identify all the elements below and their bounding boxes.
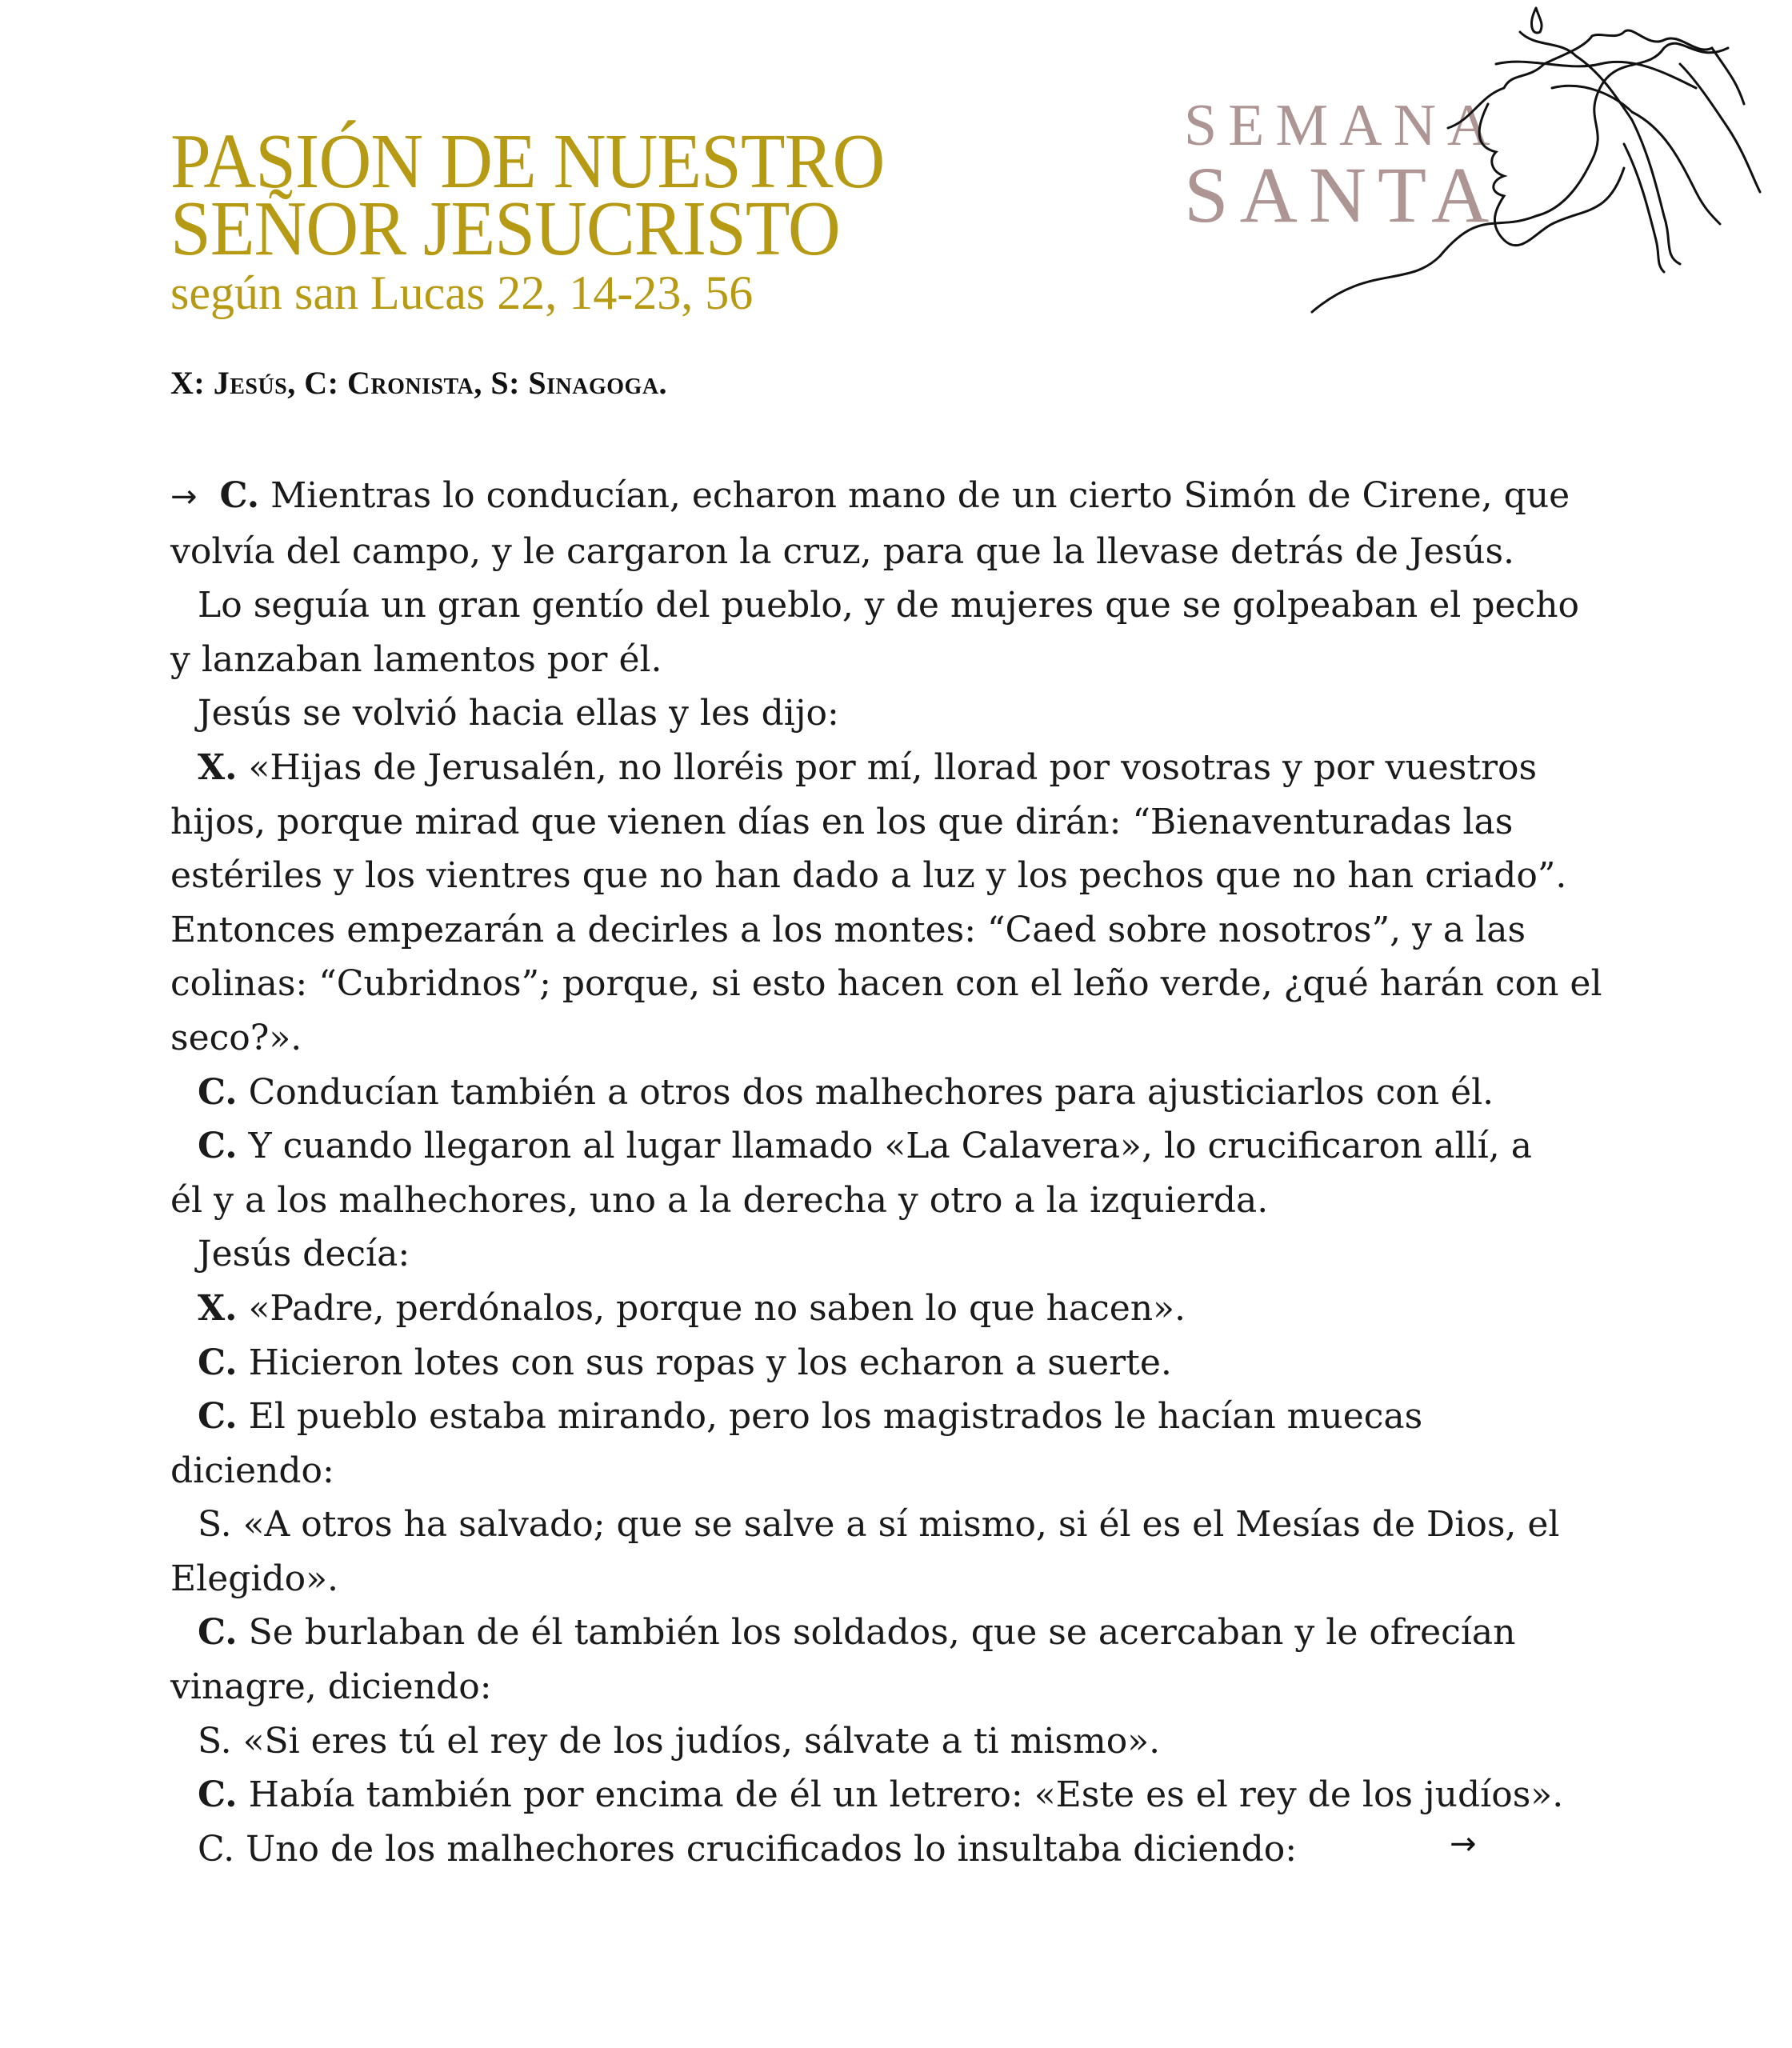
speaker-label: S. — [198, 1720, 232, 1762]
passage-text: Había también por encima de él un letrero: «Este es el rey de los judíos». — [248, 1774, 1564, 1816]
passage-paragraph — [170, 1498, 1560, 1606]
drawing-face-profile — [1479, 104, 1624, 246]
page-subtitle: según san Lucas 22, 14-23, 56 — [170, 266, 754, 319]
speaker-label: X. — [198, 746, 238, 788]
passage-text: Mientras lo conducían, echaron mano de un cierto Simón de Cirene, que — [270, 475, 1570, 516]
passage-paragraph — [170, 1227, 1514, 1282]
speaker-label: C. — [219, 475, 260, 516]
passage-text: Y cuando llegaron al lugar llamado «La Calavera», lo crucificaron allí, a — [248, 1126, 1532, 1167]
passage-text: vinagre, diciendo: — [170, 1666, 492, 1708]
passage-text: colinas: “Cubridnos”; porque, si esto hacen con el leño verde, ¿qué harán con el — [170, 963, 1602, 1005]
drawing-hair-2 — [1552, 86, 1720, 224]
passage-paragraph — [170, 469, 1570, 578]
speaker-label: C. — [198, 1612, 238, 1654]
speaker-label: C. — [198, 1342, 238, 1383]
passage-paragraph — [170, 1390, 1514, 1498]
passage-paragraph — [170, 1282, 1514, 1336]
passage-text: «Padre, perdónalos, porque no saben lo que hacen». — [248, 1287, 1186, 1329]
passage-body — [170, 469, 1602, 1876]
passage-text: seco?». — [170, 1017, 302, 1058]
passage-paragraph — [170, 578, 1580, 686]
drawing-hair-4 — [1624, 144, 1664, 272]
speaker-label: C. — [198, 1126, 238, 1167]
passage-text: Conducían también a otros dos malhechores para ajusticiarlos con él. — [248, 1071, 1494, 1113]
speaker-label: C. — [198, 1396, 238, 1438]
christ-face-line-drawing-icon — [1248, 0, 1792, 336]
speaker-label: C. — [198, 1774, 238, 1816]
drawing-crown-thorns — [1448, 30, 1744, 128]
passage-text: Hicieron lotes con sus ropas y los echaron a suerte. — [248, 1342, 1172, 1383]
passage-text: El pueblo estaba mirando, pero los magistrados le hacían muecas — [248, 1396, 1423, 1438]
continue-arrow-icon: → — [170, 478, 198, 515]
passage-paragraph — [170, 1822, 1514, 1877]
page-title-line-2: SEÑOR JESUCRISTO — [170, 186, 840, 272]
continue-arrow-icon[interactable]: → — [1450, 1826, 1477, 1862]
passage-text: Se burlaban de él también los soldados, que se acercaban y le ofrecían — [248, 1612, 1516, 1654]
passage-text: Lo seguía un gran gentío del pueblo, y de mujeres que se golpeaban el pecho — [198, 585, 1580, 626]
passage-text: «A otros ha salvado; que se salve a sí mismo, si él es el Mesías de Dios, el — [242, 1504, 1560, 1546]
passage-paragraph — [170, 1768, 1564, 1822]
passage-paragraph — [170, 1119, 1532, 1227]
passage-paragraph — [170, 1606, 1514, 1714]
passage-text: diciendo: — [170, 1450, 334, 1491]
passage-text: hijos, porque mirad que vienen días en los que dirán: “Bienaventuradas las — [170, 801, 1514, 842]
logo-line-1: SEMANA — [1184, 93, 1502, 158]
passage-paragraph — [170, 1066, 1514, 1120]
drawing-thorn-tip — [1532, 8, 1542, 33]
passage-paragraph — [170, 686, 1514, 741]
passage-text: volvía del campo, y le cargaron la cruz, para que la llevase detrás de Jesús. — [170, 530, 1515, 572]
passage-text: estériles y los vientres que no han dado a luz y los pechos que no han criado”. — [170, 855, 1567, 897]
passage-paragraph — [170, 1714, 1514, 1769]
passage-text: Jesús se volvió hacia ellas y les dijo: — [198, 693, 839, 734]
roles-legend: X: Jesús, C: Cronista, S: Sinagoga. — [170, 365, 668, 401]
passage-text: Uno de los malhechores crucificados lo insultaba diciendo: — [246, 1828, 1298, 1870]
speaker-label: S. — [198, 1504, 232, 1546]
speaker-label: X. — [198, 1287, 238, 1329]
passage-text: «Si eres tú el rey de los judíos, sálvate a ti mismo». — [242, 1720, 1161, 1762]
passage-text: y lanzaban lamentos por él. — [170, 638, 662, 680]
speaker-label: C. — [198, 1828, 235, 1870]
passage-text: Jesús decía: — [198, 1234, 410, 1275]
drawing-main-stroke — [1312, 43, 1728, 312]
logo-line-2: SANTA — [1184, 150, 1501, 239]
passage-paragraph — [170, 741, 1602, 1066]
passage-paragraph — [170, 1336, 1514, 1390]
passage-text: Entonces empezarán a decirles a los montes: “Caed sobre nosotros”, y a las — [170, 909, 1526, 950]
passage-text: Elegido». — [170, 1558, 339, 1599]
passage-text: «Hijas de Jerusalén, no lloréis por mí, llorad por vosotras y por vuestros — [248, 746, 1538, 788]
page-title-line-1: PASIÓN DE NUESTRO — [170, 118, 885, 205]
passage-text: él y a los malhechores, uno a la derecha y otro a la izquierda. — [170, 1179, 1269, 1221]
drawing-hair-3 — [1680, 64, 1760, 192]
title-block — [170, 118, 938, 320]
speaker-label: C. — [198, 1071, 238, 1113]
